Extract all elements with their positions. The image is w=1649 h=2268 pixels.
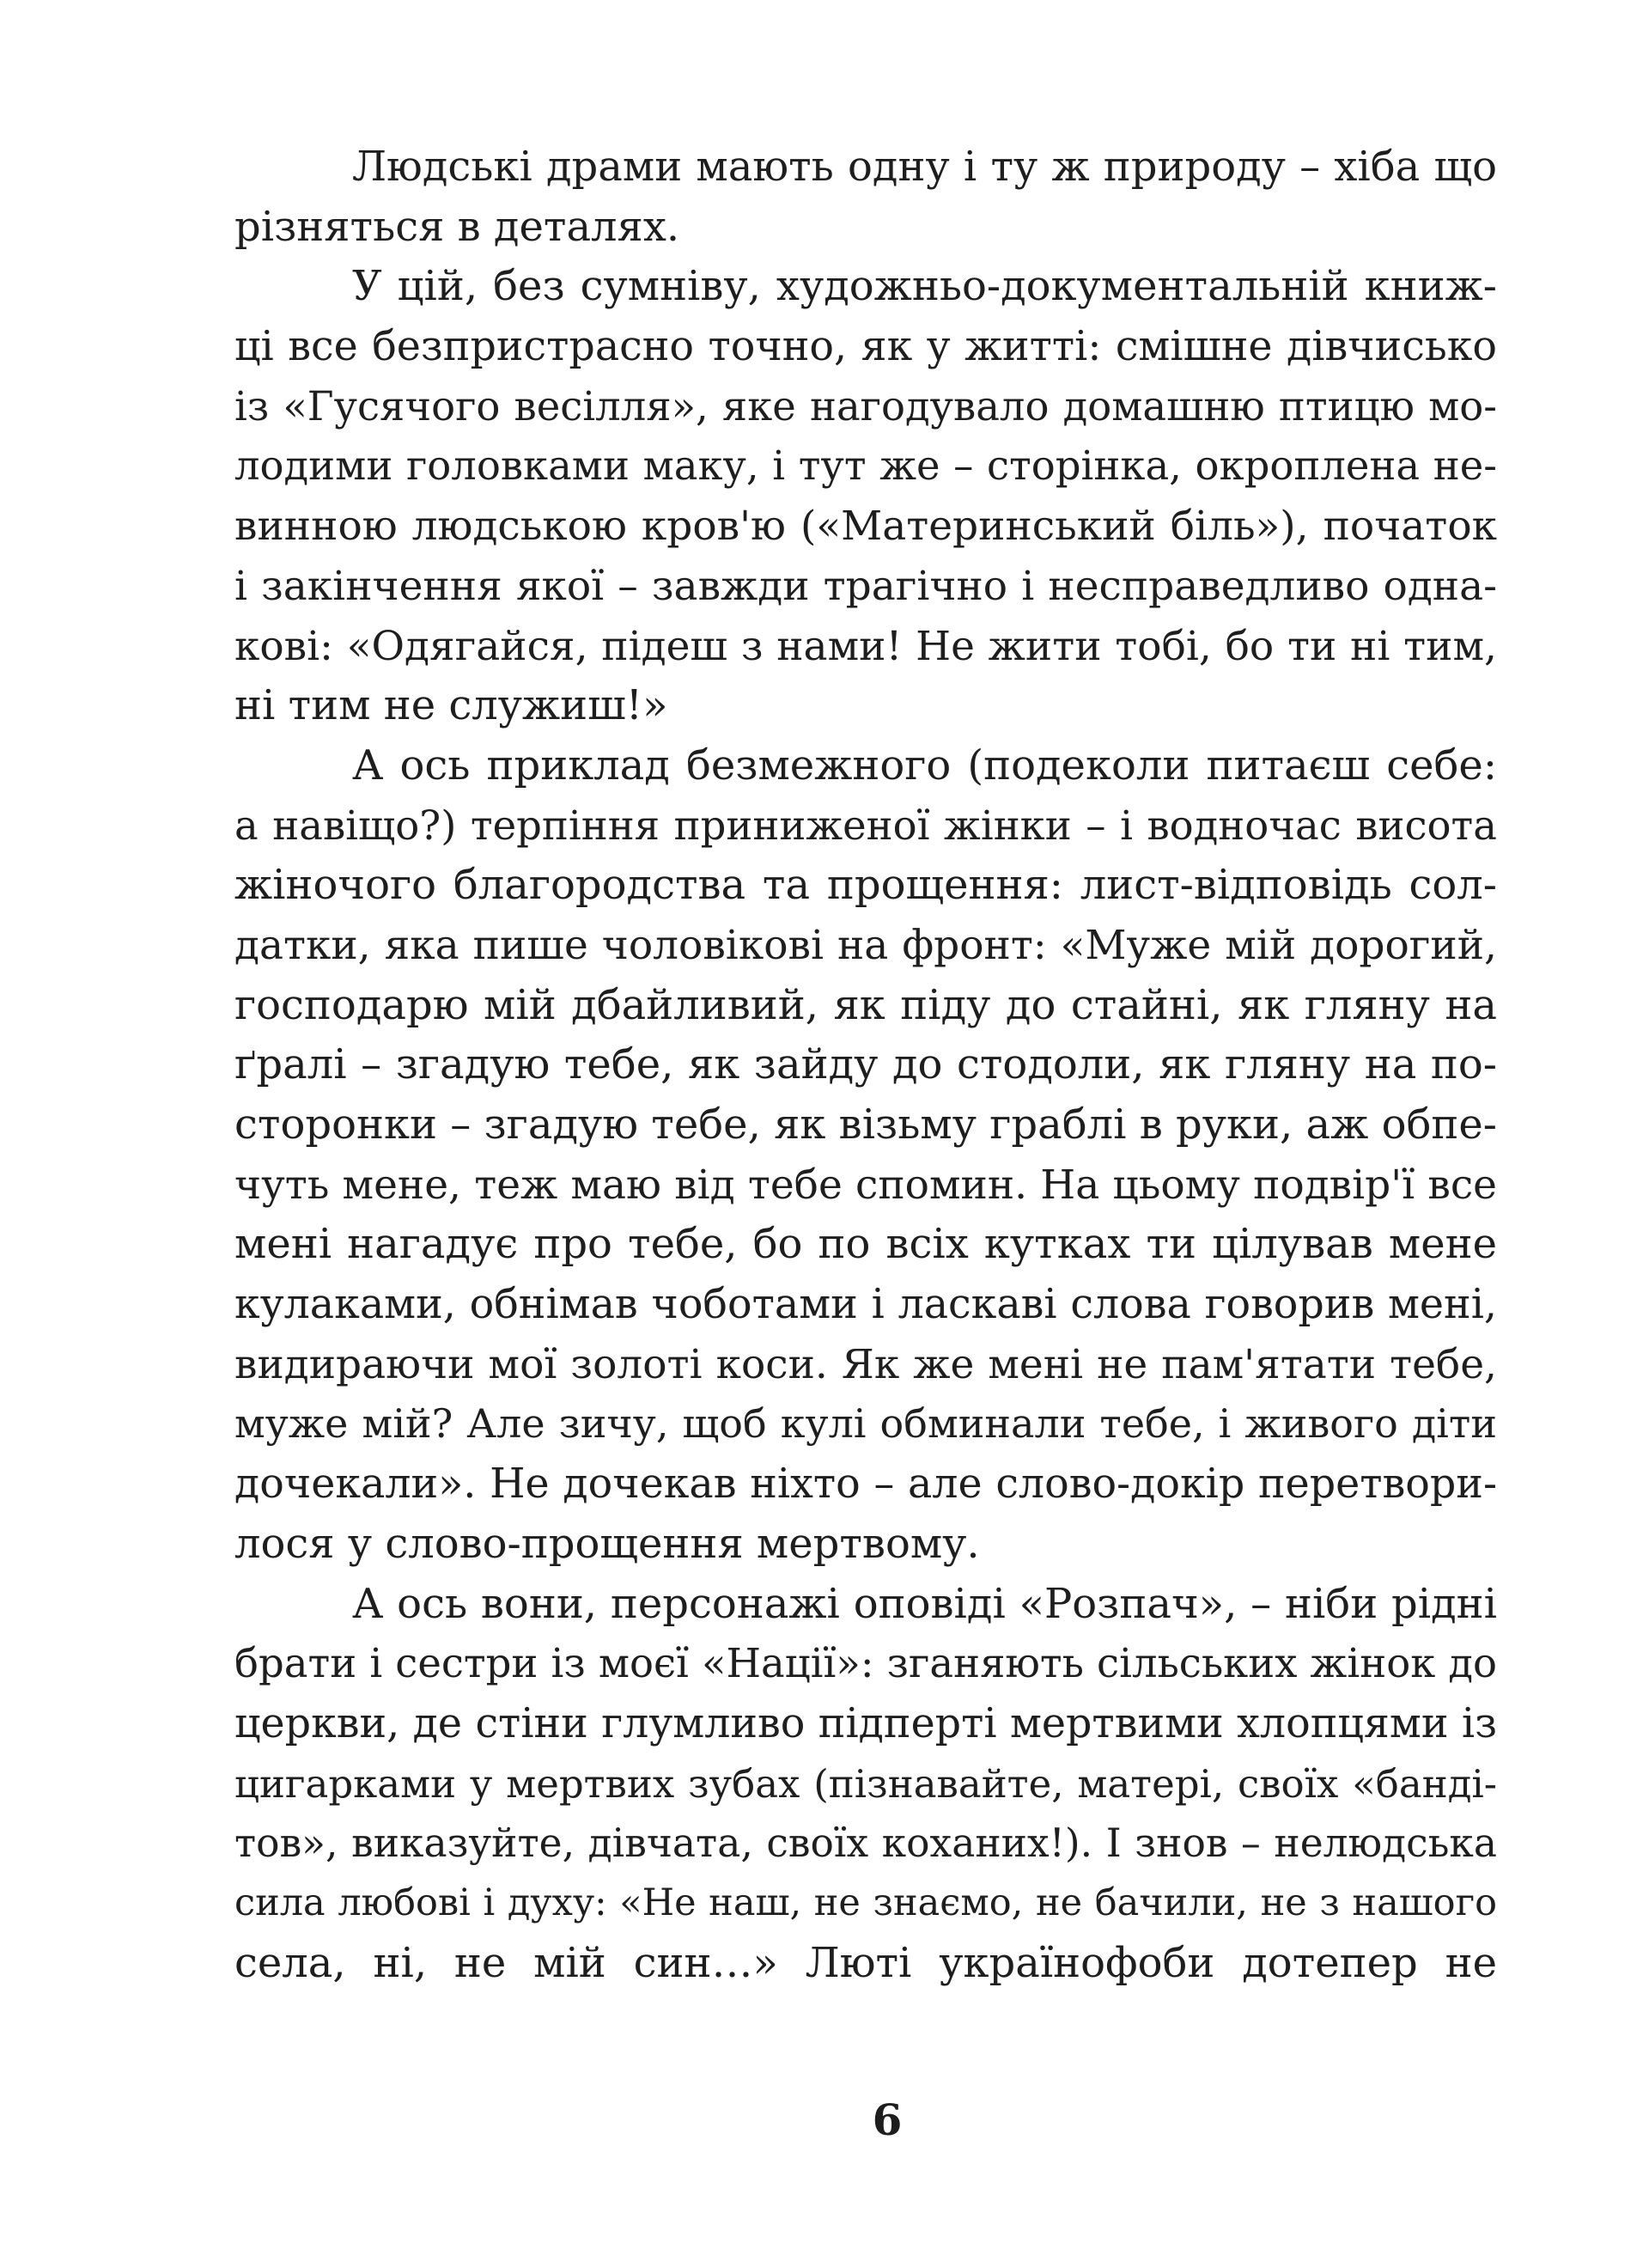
text-line: ці все безпристрасно точно, як у житті: смішне дівчисько <box>234 323 1497 371</box>
text-line: муже мій? Але зичу, щоб кулі обминали тебе, і живого діти <box>234 1400 1497 1448</box>
text-line: господарю мій дбайливий, як піду до стайні, як гляну на <box>234 980 1497 1029</box>
text-line: лодими головками маку, і тут же – сторінка, окроплена не- <box>234 442 1497 490</box>
text-line: брати і сестри із моєї «Нації»: зганяють сільських жінок до <box>234 1640 1497 1687</box>
text-line: різняться в деталях. <box>234 202 680 251</box>
text-line: ні тим не служиш!» <box>234 681 668 730</box>
text-line: датки, яка пише чоловікові на фронт: «Муже мій дорогий, <box>234 921 1497 969</box>
text-line: із «Гусячого весілля», яке нагодувало домашню птицю мо- <box>234 382 1497 430</box>
text-line: У цій, без сумніву, художньо-документальній книж- <box>352 262 1497 311</box>
text-line: кулаками, обнімав чоботами і ласкаві слова говорив мені, <box>234 1281 1497 1329</box>
page-number: 6 <box>872 2094 903 2145</box>
text-line: сторонки – згадую тебе, як візьму граблі в руки, аж обпе- <box>234 1100 1497 1149</box>
text-line: А ось приклад безмежного (подеколи питаєш себе: <box>352 741 1497 790</box>
text-line: чуть мене, теж маю від тебе спомин. На цьому подвір'ї все <box>234 1161 1497 1209</box>
text-line: жіночого благородства та прощення: лист-відповідь сол- <box>234 861 1497 910</box>
text-line: А ось вони, персонажі оповіді «Розпач», – ніби рідні <box>352 1579 1497 1628</box>
text-line: і закінчення якої – завжди трагічно і несправедливо одна- <box>234 562 1497 610</box>
text-line: ґралі – згадую тебе, як зайду до стодоли, як гляну на по- <box>234 1040 1497 1089</box>
text-line: лося у слово-прощення мертвому. <box>234 1519 980 1568</box>
text-line: Людські драми мають одну і ту ж природу – хіба що <box>352 143 1497 191</box>
body-text <box>234 137 1497 1993</box>
text-line: цигарками у мертвих зубах (пізнавайте, матері, своїх «банді- <box>234 1760 1497 1807</box>
text-line: дочекали». Не дочекав ніхто – але слово-докір перетвори- <box>234 1460 1497 1509</box>
text-line: видираючи мої золоті коси. Як же мені не пам'ятати тебе, <box>234 1340 1497 1388</box>
text-line: церкви, де стіни глумливо підперті мертвими хлопцями із <box>234 1699 1497 1747</box>
text-line: мені нагадує про тебе, бо по всіх кутках ти цілував мене <box>234 1220 1497 1269</box>
text-line: а навіщо?) терпіння приниженої жінки – і водночас висота <box>234 802 1497 849</box>
text-line: сила любові і духу: «Не наш, не знаємо, не бачили, не з нашого <box>234 1881 1497 1924</box>
text-line: села, ні, не мій син…» Люті українофоби дотепер не <box>234 1938 1497 1987</box>
text-line: винною людською кров'ю («Материнський біль»), початок <box>234 503 1497 551</box>
text-line: тов», виказуйте, дівчата, своїх коханих!). І знов – нелюдська <box>234 1820 1497 1867</box>
text-line: кові: «Одягайся, підеш з нами! Не жити тобі, бо ти ні тим, <box>234 622 1497 670</box>
